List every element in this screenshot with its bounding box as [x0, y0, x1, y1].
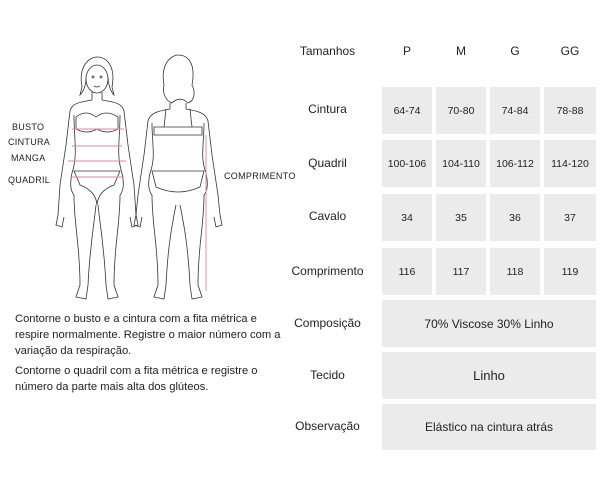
measurement-figure: [0, 45, 300, 313]
front-body-icon: [56, 57, 138, 299]
row-label-comprimento: Comprimento: [291, 264, 364, 278]
row-label-observacao: Observação: [295, 419, 360, 433]
table-cell: 106-112: [490, 140, 540, 187]
label-comprimento: COMPRIMENTO: [224, 171, 296, 181]
table-cell: 118: [490, 248, 540, 295]
table-cell: 100-106: [382, 140, 432, 187]
observation-value: Elástico na cintura atrás: [382, 404, 596, 450]
table-cell: 78-88: [544, 87, 596, 134]
row-label-quadril: Quadril: [308, 156, 347, 170]
label-busto: BUSTO: [12, 122, 45, 132]
row-label-cintura: Cintura: [308, 102, 347, 116]
back-body-icon: [134, 55, 222, 299]
header-size-g: G: [510, 44, 520, 58]
table-cell: 34: [382, 194, 432, 241]
header-size-m: M: [456, 44, 466, 58]
label-quadril: QUADRIL: [8, 175, 51, 185]
instructions-bust-waist: Contorne o busto e a cintura com a fita métrica e respire normalmente. Registre o maior número com a variação da respiração.: [15, 313, 281, 357]
label-manga: MANGA: [11, 153, 46, 163]
row-label-tecido: Tecido: [310, 368, 345, 382]
table-cell: 116: [382, 248, 432, 295]
header-size-p: P: [402, 44, 411, 58]
row-label-composicao: Composição: [294, 316, 361, 330]
table-cell: 36: [490, 194, 540, 241]
header-size-gg: GG: [560, 44, 580, 58]
table-cell: 104-110: [436, 140, 486, 187]
table-cell: 74-84: [490, 87, 540, 134]
size-table: [280, 0, 600, 500]
table-cell: 37: [544, 194, 596, 241]
table-cell: 117: [436, 248, 486, 295]
measurement-lines: [68, 129, 206, 291]
header-tamanhos: Tamanhos: [299, 44, 356, 58]
fabric-value: Linho: [382, 352, 596, 399]
instructions-hip: Contorne o quadril com a fita métrica e registre o número da parte mais alta dos glúteos.: [15, 365, 258, 393]
table-cell: 114-120: [544, 140, 596, 187]
row-label-cavalo: Cavalo: [308, 209, 347, 223]
table-cell: 70-80: [436, 87, 486, 134]
table-cell: 64-74: [382, 87, 432, 134]
table-cell: 35: [436, 194, 486, 241]
label-cintura: CINTURA: [8, 137, 51, 147]
composition-value: 70% Viscose 30% Linho: [382, 300, 596, 347]
table-cell: 119: [544, 248, 596, 295]
